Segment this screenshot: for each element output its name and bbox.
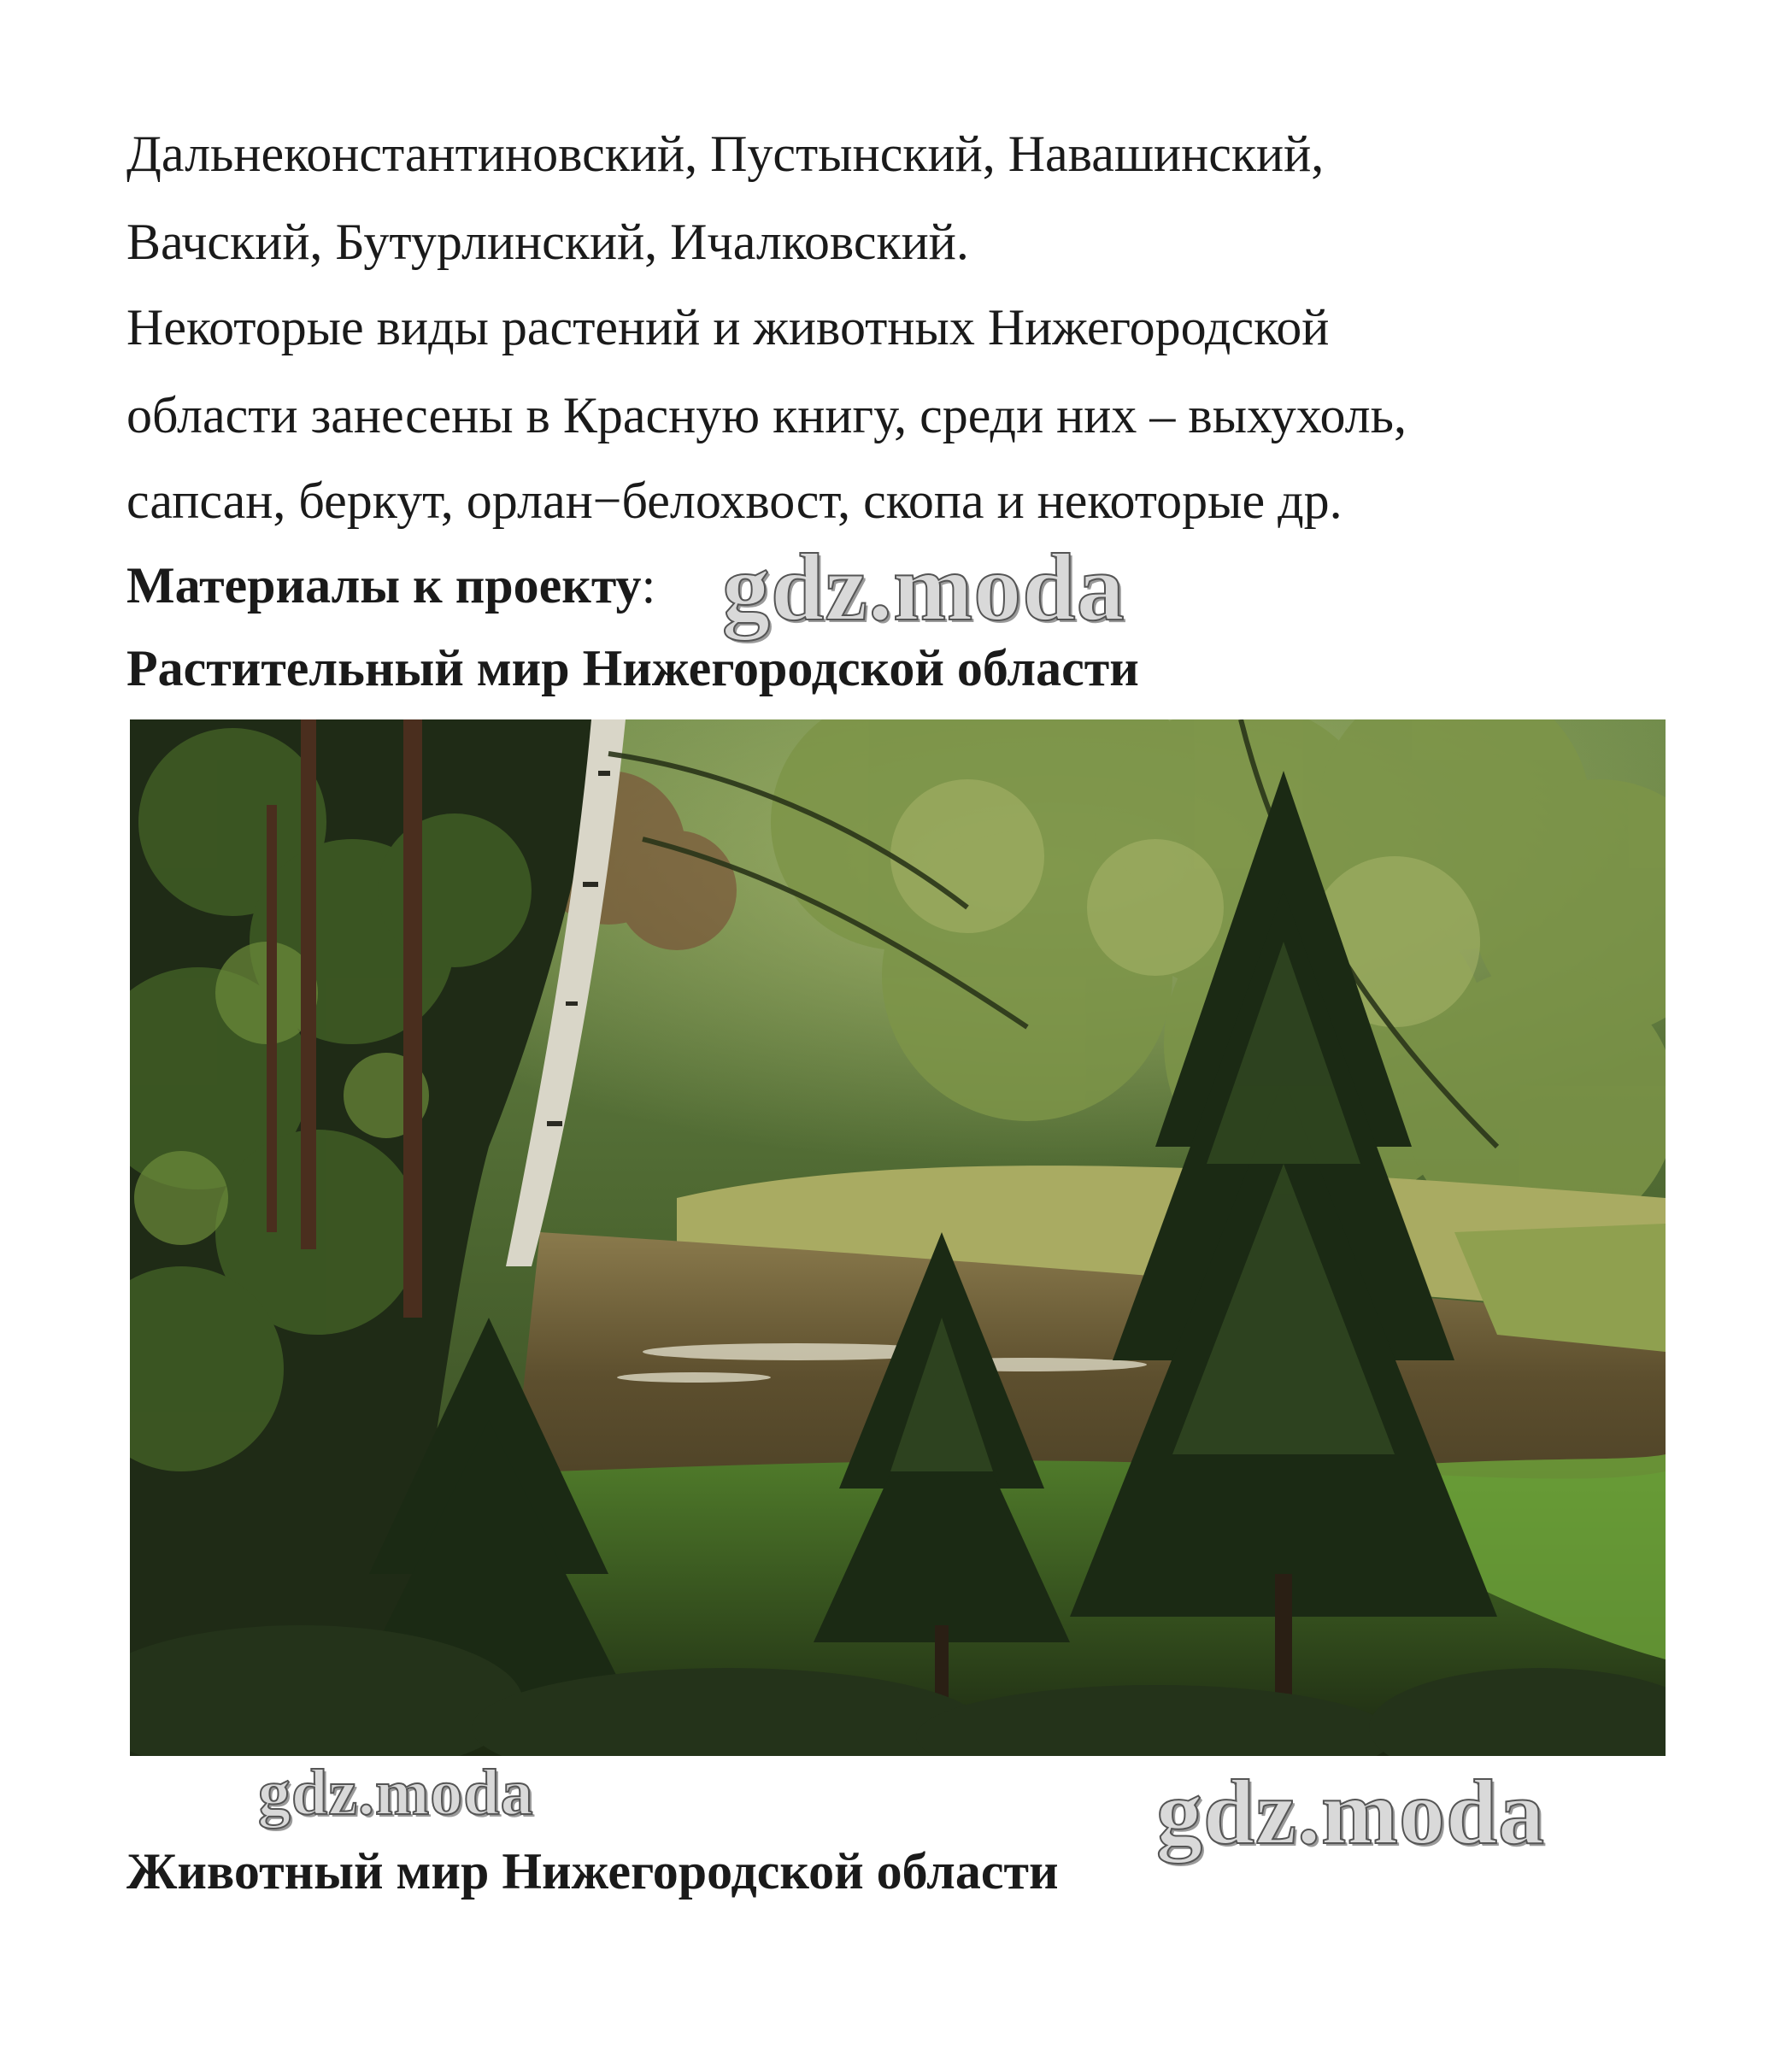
paragraph-line-4: области занесены в Красную книгу, среди них – выхухоль, [126,387,1407,443]
watermark-bottom-left: gdz.moda [258,1757,534,1829]
paragraph-line-3: Некоторые виды растений и животных Нижегородской [126,299,1330,355]
paragraph-line-2: Вачский, Бутурлинский, Ичалковский. [126,214,969,270]
materials-heading [126,557,656,614]
materials-heading-colon: : [641,557,656,614]
flora-heading: Растительный мир Нижегородской области [126,640,1139,696]
forest-river-photo [130,719,1666,1756]
fauna-heading: Животный мир Нижегородской области [126,1843,1059,1900]
paragraph-line-5: сапсан, беркут, орлан−белохвост, скопа и некоторые др. [126,473,1343,529]
watermark-top: gdz.moda [722,535,1125,641]
paragraph-line-1: Дальнеконстантиновский, Пустынский, Навашинский, [126,126,1325,182]
materials-heading-text: Материалы к проекту [126,557,642,614]
watermark-bottom-right: gdz.moda [1156,1762,1546,1864]
